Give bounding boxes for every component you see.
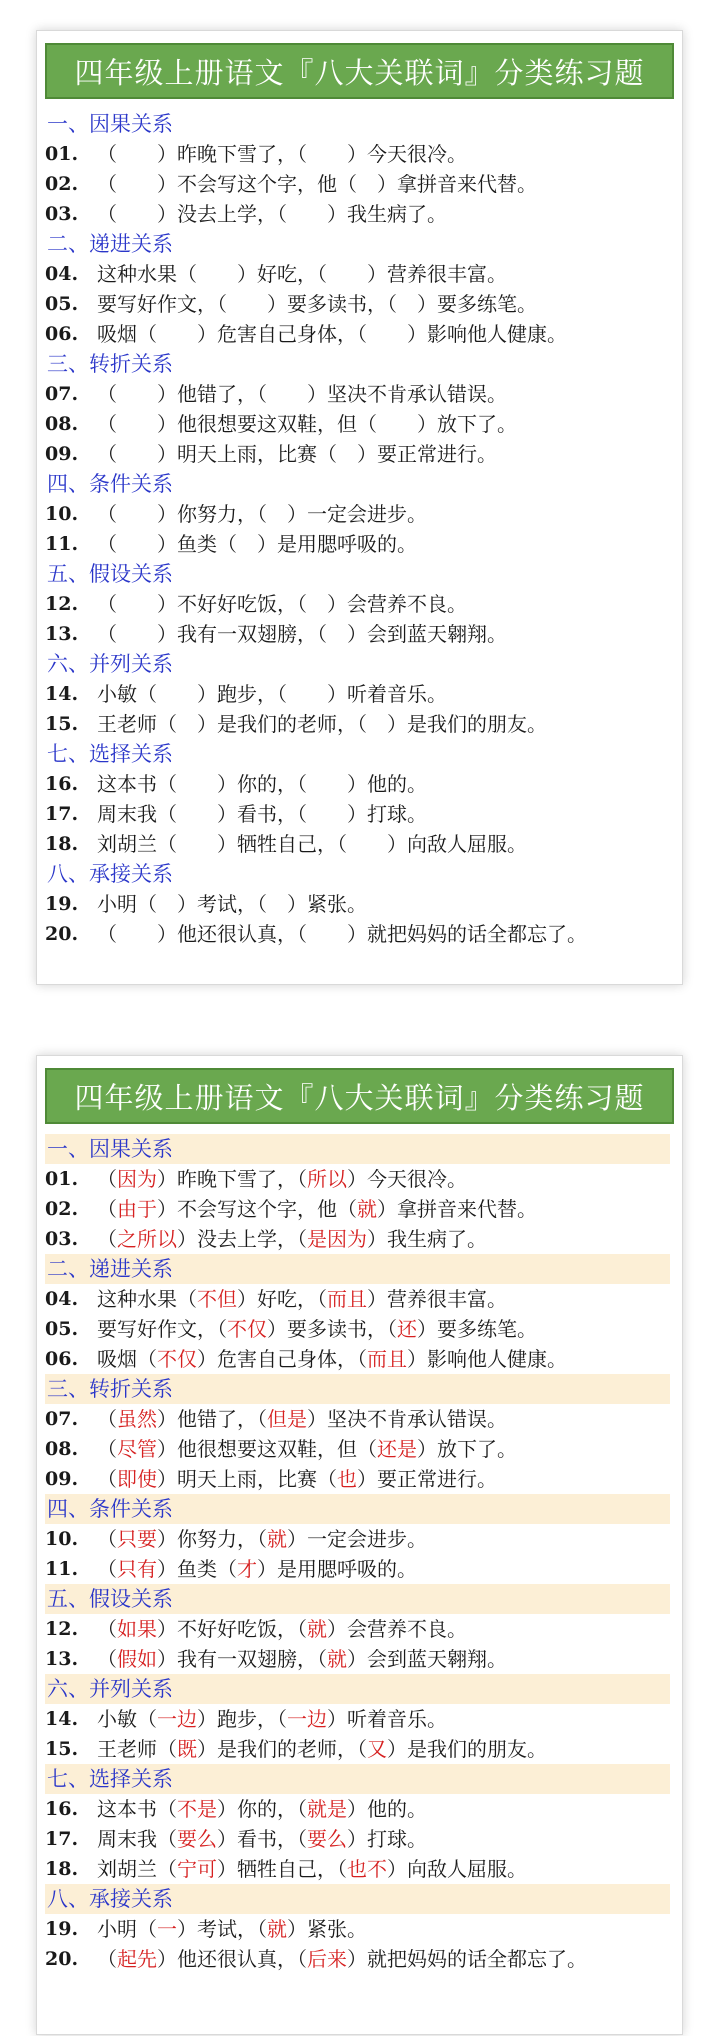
answer-text-fragment: ）牺牲自己，（ [217, 1857, 347, 1881]
answer-text-fragment: ）跑步，（ [197, 1707, 287, 1731]
answer-conjunction: 就 [357, 1197, 377, 1221]
answer-number: 13. [45, 1648, 79, 1670]
question-text: 要写好作文，（ ）要多读书，（ ）要多练笔。 [97, 292, 537, 316]
answer-number: 12. [45, 1618, 79, 1640]
answer-text-fragment: ）是我们的朋友。 [387, 1737, 547, 1761]
question-text: 吸烟（ ）危害自己身体，（ ）影响他人健康。 [97, 322, 567, 346]
question-number: 06. [45, 323, 79, 345]
answer-section-heading: 七、选择关系 [45, 1764, 670, 1794]
answer-text-fragment: （ [97, 1947, 117, 1971]
answer-text-fragment: 这本书（ [97, 1797, 177, 1821]
answer-text [97, 1614, 467, 1644]
answer-conjunction: 就是 [307, 1797, 347, 1821]
question-number: 14. [45, 683, 79, 705]
answer-number: 03. [45, 1228, 79, 1250]
answer-text-fragment: ）好吃，（ [237, 1287, 327, 1311]
question-number: 18. [45, 833, 79, 855]
answer-section-heading: 三、转折关系 [45, 1374, 670, 1404]
answer-conjunction: 假如 [117, 1647, 157, 1671]
question-number: 09. [45, 443, 79, 465]
answer-text-fragment: ）影响他人健康。 [407, 1347, 567, 1371]
question-row [45, 499, 670, 529]
answer-text-fragment: ）他很想要这双鞋，但（ [157, 1437, 377, 1461]
question-text: 这本书（ ）你的，（ ）他的。 [97, 772, 427, 796]
answer-text-fragment: ）坚决不肯承认错误。 [307, 1407, 507, 1431]
answer-text-fragment: （ [97, 1437, 117, 1461]
section-heading: 六、并列关系 [47, 652, 173, 676]
answer-text-fragment: ）明天上雨，比赛（ [157, 1467, 337, 1491]
answer-number: 18. [45, 1858, 79, 1880]
answer-text-fragment: ）一定会进步。 [287, 1527, 427, 1551]
answer-conjunction: 是因为 [307, 1227, 367, 1251]
question-number: 07. [45, 383, 79, 405]
question-number: 10. [45, 503, 79, 525]
answer-text [97, 1284, 507, 1314]
answer-section-heading: 二、递进关系 [45, 1254, 670, 1284]
question-row [45, 139, 670, 169]
answer-text-fragment: ）拿拼音来代替。 [377, 1197, 537, 1221]
answer-row [45, 1854, 670, 1884]
section-heading: 五、假设关系 [47, 562, 173, 586]
question-text: （ ）昨晚下雪了，（ ）今天很冷。 [97, 142, 467, 166]
answer-text [97, 1794, 427, 1824]
question-text: 周末我（ ）看书，（ ）打球。 [97, 802, 427, 826]
answer-row [45, 1344, 670, 1374]
answer-text [97, 1194, 537, 1224]
answer-number: 15. [45, 1738, 79, 1760]
answer-conjunction: 而且 [367, 1347, 407, 1371]
answer-conjunction: 要么 [307, 1827, 347, 1851]
question-row [45, 679, 670, 709]
answer-number: 17. [45, 1828, 79, 1850]
answer-conjunction: 不是 [177, 1797, 217, 1821]
question-row [45, 319, 670, 349]
answer-text-fragment: ）打球。 [347, 1827, 427, 1851]
answer-conjunction: 因为 [117, 1167, 157, 1191]
answer-row [45, 1224, 670, 1254]
question-number: 20. [45, 923, 79, 945]
section-heading: 七、选择关系 [47, 742, 173, 766]
answer-conjunction: 而且 [327, 1287, 367, 1311]
answer-conjunction: 一边 [287, 1707, 327, 1731]
answer-text [97, 1734, 547, 1764]
answer-row [45, 1944, 670, 1974]
question-text: 这种水果（ ）好吃，（ ）营养很丰富。 [97, 262, 507, 286]
answer-text [97, 1914, 367, 1944]
answer-conjunction: 所以 [307, 1167, 347, 1191]
answer-conjunction: 既 [177, 1737, 197, 1761]
answer-conjunction: 后来 [307, 1947, 347, 1971]
answer-text-fragment: （ [97, 1167, 117, 1191]
answer-text [97, 1554, 417, 1584]
answer-number: 19. [45, 1918, 79, 1940]
question-row [45, 379, 670, 409]
page-title: 四年级上册语文『八大关联词』分类练习题 [74, 55, 645, 90]
question-text: （ ）没去上学，（ ）我生病了。 [97, 202, 447, 226]
answer-conjunction: 就 [327, 1647, 347, 1671]
answer-text-fragment: ）昨晚下雪了，（ [157, 1167, 307, 1191]
answer-section-heading: 六、并列关系 [45, 1674, 670, 1704]
answer-text-fragment: ）他还很认真，（ [157, 1947, 307, 1971]
answer-text [97, 1404, 507, 1434]
answer-text-fragment: ）危害自己身体，（ [197, 1347, 367, 1371]
question-text: 刘胡兰（ ）牺牲自己，（ ）向敌人屈服。 [97, 832, 527, 856]
question-row [45, 709, 670, 739]
answer-conjunction: 一边 [157, 1707, 197, 1731]
answer-number: 10. [45, 1528, 79, 1550]
answer-text [97, 1434, 517, 1464]
question-text: （ ）鱼类（ ）是用腮呼吸的。 [97, 532, 417, 556]
question-row [45, 199, 670, 229]
answer-conjunction: 只有 [117, 1557, 157, 1581]
answer-text [97, 1854, 527, 1884]
answer-text-fragment: ）紧张。 [287, 1917, 367, 1941]
answer-text-fragment: ）会营养不良。 [327, 1617, 467, 1641]
answer-text-fragment: ）要多读书，（ [267, 1317, 397, 1341]
question-row [45, 409, 670, 439]
question-number: 01. [45, 143, 79, 165]
answer-text-fragment: （ [97, 1227, 117, 1251]
question-row [45, 919, 670, 949]
question-row [45, 769, 670, 799]
answer-row [45, 1704, 670, 1734]
question-number: 03. [45, 203, 79, 225]
answer-conjunction: 宁可 [177, 1857, 217, 1881]
question-text: 王老师（ ）是我们的老师，（ ）是我们的朋友。 [97, 712, 547, 736]
answer-text-fragment: ）是我们的老师，（ [197, 1737, 367, 1761]
question-number: 17. [45, 803, 79, 825]
title-banner [45, 43, 674, 99]
answer-text [97, 1824, 427, 1854]
answer-conjunction: 一 [157, 1917, 177, 1941]
answer-conjunction: 尽管 [117, 1437, 157, 1461]
answer-number: 11. [45, 1558, 79, 1580]
answer-row [45, 1464, 670, 1494]
answer-text-fragment: 这种水果（ [97, 1287, 197, 1311]
question-number: 08. [45, 413, 79, 435]
question-row [45, 259, 670, 289]
answer-text-fragment: （ [97, 1527, 117, 1551]
section-heading: 一、因果关系 [47, 112, 173, 136]
answer-number: 07. [45, 1408, 79, 1430]
question-number: 15. [45, 713, 79, 735]
answer-conjunction: 虽然 [117, 1407, 157, 1431]
answer-number: 20. [45, 1948, 79, 1970]
worksheet-answers-card [36, 1055, 683, 2035]
question-row [45, 829, 670, 859]
answer-row [45, 1644, 670, 1674]
answer-number: 06. [45, 1348, 79, 1370]
question-text: （ ）你努力，（ ）一定会进步。 [97, 502, 427, 526]
answer-text-fragment: ）就把妈妈的话全都忘了。 [347, 1947, 587, 1971]
answer-page-title: 四年级上册语文『八大关联词』分类练习题 [74, 1080, 645, 1115]
answer-conjunction: 就 [307, 1617, 327, 1641]
answer-text [97, 1164, 467, 1194]
answer-row [45, 1614, 670, 1644]
answer-row [45, 1284, 670, 1314]
answer-section-heading: 一、因果关系 [45, 1134, 670, 1164]
answer-text-fragment: ）鱼类（ [157, 1557, 237, 1581]
question-text: （ ）不会写这个字，他（ ）拿拼音来代替。 [97, 172, 537, 196]
answer-row [45, 1524, 670, 1554]
answer-text-fragment: ）你努力，（ [157, 1527, 267, 1551]
question-text: （ ）他很想要这双鞋，但（ ）放下了。 [97, 412, 517, 436]
answer-text-fragment: ）他错了，（ [157, 1407, 267, 1431]
question-number: 13. [45, 623, 79, 645]
answer-text-fragment: ）没去上学，（ [177, 1227, 307, 1251]
answer-number: 02. [45, 1198, 79, 1220]
answer-section-heading: 四、条件关系 [45, 1494, 670, 1524]
answer-text-fragment: ）他的。 [347, 1797, 427, 1821]
answer-conjunction: 不但 [197, 1287, 237, 1311]
answer-text [97, 1344, 567, 1374]
answer-text [97, 1464, 497, 1494]
answer-text-fragment: （ [97, 1557, 117, 1581]
answer-text-fragment: （ [97, 1467, 117, 1491]
answer-conjunction: 起先 [117, 1947, 157, 1971]
answer-conjunction: 就 [267, 1527, 287, 1551]
answer-text [97, 1644, 507, 1674]
question-number: 19. [45, 893, 79, 915]
answer-text [97, 1944, 587, 1974]
answer-row [45, 1794, 670, 1824]
answer-text-fragment: ）是用腮呼吸的。 [257, 1557, 417, 1581]
answer-text-fragment: ）会到蓝天翱翔。 [347, 1647, 507, 1671]
answer-text-fragment: ）不好好吃饭，（ [157, 1617, 307, 1641]
question-row [45, 289, 670, 319]
answer-text-fragment: ）我有一双翅膀，（ [157, 1647, 327, 1671]
question-number: 16. [45, 773, 79, 795]
answer-row [45, 1434, 670, 1464]
answer-conjunction: 由于 [117, 1197, 157, 1221]
answer-sections [37, 1134, 682, 1974]
answer-row [45, 1314, 670, 1344]
answer-row [45, 1824, 670, 1854]
answer-row [45, 1404, 670, 1434]
answer-row [45, 1194, 670, 1224]
answer-row [45, 1554, 670, 1584]
answer-conjunction: 不仅 [157, 1347, 197, 1371]
question-number: 12. [45, 593, 79, 615]
answer-conjunction: 不仅 [227, 1317, 267, 1341]
question-number: 04. [45, 263, 79, 285]
answer-conjunction: 也不 [347, 1857, 387, 1881]
answer-text [97, 1224, 487, 1254]
question-row [45, 889, 670, 919]
question-text: （ ）明天上雨，比赛（ ）要正常进行。 [97, 442, 497, 466]
answer-conjunction: 就 [267, 1917, 287, 1941]
answer-conjunction: 只要 [117, 1527, 157, 1551]
answer-text-fragment: ）考试，（ [177, 1917, 267, 1941]
answer-conjunction: 要么 [177, 1827, 217, 1851]
answer-text-fragment: ）听着音乐。 [327, 1707, 447, 1731]
answer-conjunction: 才 [237, 1557, 257, 1581]
answer-text-fragment: ）营养很丰富。 [367, 1287, 507, 1311]
answer-text-fragment: 周末我（ [97, 1827, 177, 1851]
answer-text-fragment: ）向敌人屈服。 [387, 1857, 527, 1881]
question-number: 05. [45, 293, 79, 315]
question-row [45, 589, 670, 619]
section-heading: 四、条件关系 [47, 472, 173, 496]
section-heading: 八、承接关系 [47, 862, 173, 886]
answer-text-fragment: （ [97, 1647, 117, 1671]
answer-text-fragment: ）不会写这个字，他（ [157, 1197, 357, 1221]
section-heading: 二、递进关系 [47, 232, 173, 256]
answer-conjunction: 还 [397, 1317, 417, 1341]
question-row [45, 529, 670, 559]
question-row [45, 169, 670, 199]
answer-text-fragment: ）你的，（ [217, 1797, 307, 1821]
question-row [45, 439, 670, 469]
question-number: 02. [45, 173, 79, 195]
answer-number: 04. [45, 1288, 79, 1310]
answer-text-fragment: 王老师（ [97, 1737, 177, 1761]
answer-number: 08. [45, 1438, 79, 1460]
answer-text-fragment: 吸烟（ [97, 1347, 157, 1371]
answer-text-fragment: 小明（ [97, 1917, 157, 1941]
answer-text-fragment: ）今天很冷。 [347, 1167, 467, 1191]
answer-row [45, 1914, 670, 1944]
answer-number: 05. [45, 1318, 79, 1340]
question-row [45, 799, 670, 829]
answer-section-heading: 五、假设关系 [45, 1584, 670, 1614]
answer-section-heading: 八、承接关系 [45, 1884, 670, 1914]
answer-text-fragment: （ [97, 1617, 117, 1641]
answer-text-fragment: 小敏（ [97, 1707, 157, 1731]
worksheet-questions-card [36, 30, 683, 985]
answer-text-fragment: ）要正常进行。 [357, 1467, 497, 1491]
answer-title-banner [45, 1068, 674, 1124]
question-number: 11. [45, 533, 79, 555]
question-text: （ ）我有一双翅膀，（ ）会到蓝天翱翔。 [97, 622, 507, 646]
answer-conjunction: 还是 [377, 1437, 417, 1461]
question-sections [37, 109, 682, 949]
answer-text-fragment: 要写好作文，（ [97, 1317, 227, 1341]
answer-number: 16. [45, 1798, 79, 1820]
answer-number: 14. [45, 1708, 79, 1730]
answer-row [45, 1164, 670, 1194]
answer-text [97, 1524, 427, 1554]
answer-text [97, 1314, 537, 1344]
answer-conjunction: 即使 [117, 1467, 157, 1491]
answer-row [45, 1734, 670, 1764]
question-text: 小明（ ）考试，（ ）紧张。 [97, 892, 367, 916]
answer-text-fragment: （ [97, 1407, 117, 1431]
answer-conjunction: 也 [337, 1467, 357, 1491]
answer-text-fragment: ）放下了。 [417, 1437, 517, 1461]
answer-conjunction: 又 [367, 1737, 387, 1761]
answer-text-fragment: ）看书，（ [217, 1827, 307, 1851]
question-text: （ ）他还很认真，（ ）就把妈妈的话全都忘了。 [97, 922, 587, 946]
answer-conjunction: 如果 [117, 1617, 157, 1641]
question-text: （ ）他错了，（ ）坚决不肯承认错误。 [97, 382, 507, 406]
question-text: 小敏（ ）跑步，（ ）听着音乐。 [97, 682, 447, 706]
answer-text [97, 1704, 447, 1734]
question-text: （ ）不好好吃饭，（ ）会营养不良。 [97, 592, 467, 616]
answer-text-fragment: ）要多练笔。 [417, 1317, 537, 1341]
answer-conjunction: 之所以 [117, 1227, 177, 1251]
answer-text-fragment: ）我生病了。 [367, 1227, 487, 1251]
answer-number: 09. [45, 1468, 79, 1490]
answer-text-fragment: 刘胡兰（ [97, 1857, 177, 1881]
question-row [45, 619, 670, 649]
answer-number: 01. [45, 1168, 79, 1190]
section-heading: 三、转折关系 [47, 352, 173, 376]
answer-conjunction: 但是 [267, 1407, 307, 1431]
answer-text-fragment: （ [97, 1197, 117, 1221]
